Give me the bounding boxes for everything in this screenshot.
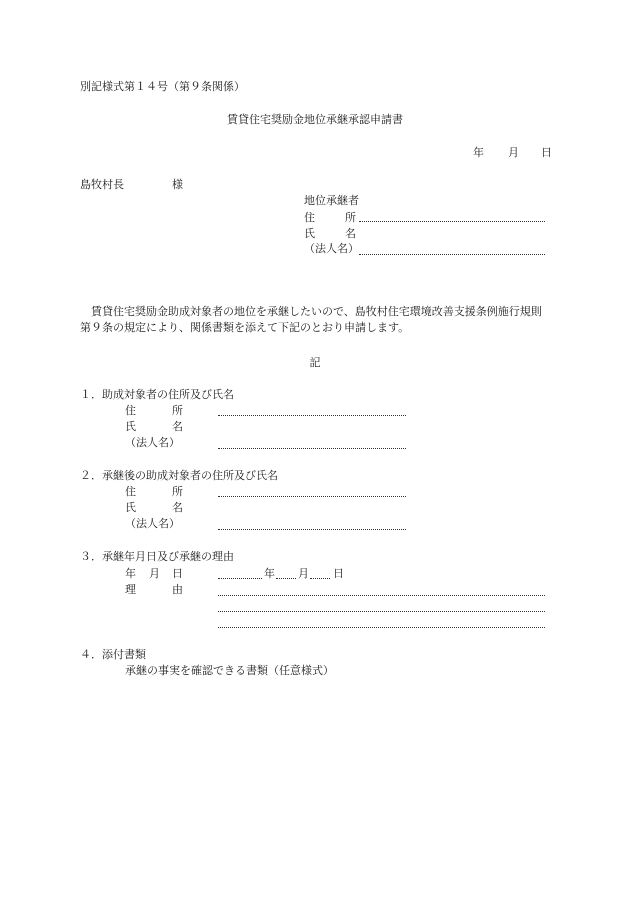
s3-day-unit: 日 (333, 567, 344, 580)
date-year-label: 年 (473, 146, 484, 159)
s2-address-label-a: 住 (125, 485, 136, 498)
s1-address-field[interactable] (218, 415, 406, 416)
s1-address-label-b: 所 (172, 404, 183, 417)
date-day-label: 日 (541, 146, 552, 159)
s3-reason-label-a: 理 (125, 583, 136, 596)
applicant-name-field[interactable] (359, 254, 545, 255)
section-2-heading: ２．承継後の助成対象者の住所及び氏名 (80, 469, 278, 482)
s3-month-unit: 月 (298, 567, 309, 580)
applicant-heading: 地位承継者 (304, 194, 359, 207)
s2-name-label-a: 氏 (125, 501, 136, 514)
s3-year-field[interactable] (218, 578, 262, 579)
applicant-address-label-b: 所 (345, 211, 356, 224)
s2-name-label-b: 名 (172, 501, 183, 514)
s3-day-field[interactable] (310, 578, 330, 579)
applicant-name-label-a: 氏 (304, 227, 315, 240)
applicant-address-label-a: 住 (304, 211, 315, 224)
form-number: 別記様式第１４号（第９条関係） (80, 80, 245, 93)
s3-month-field[interactable] (276, 578, 296, 579)
s4-item: 承継の事実を確認できる書類（任意様式） (125, 664, 334, 677)
s1-name-field[interactable] (218, 448, 406, 449)
applicant-address-field[interactable] (359, 221, 545, 222)
section-4-heading: ４．添付書類 (80, 648, 146, 661)
body-line-1: 賃貸住宅奨励金助成対象者の地位を承継したいので、島牧村住宅環境改善支援条例施行規則 (91, 305, 542, 318)
s2-corp-label: （法人名） (125, 517, 180, 530)
section-3-heading: ３．承継年月日及び承継の理由 (80, 550, 234, 563)
s3-reason-line-1[interactable] (218, 595, 545, 596)
section-1-heading: １．助成対象者の住所及び氏名 (80, 388, 234, 401)
document-title: 賃貸住宅奨励金地位承継承認申請書 (227, 113, 403, 126)
s1-corp-label: （法人名） (125, 436, 180, 449)
s1-name-label-b: 名 (172, 420, 183, 433)
addressee-honorific: 様 (172, 178, 183, 191)
applicant-name-label-b: 名 (345, 227, 356, 240)
addressee-name: 島牧村長 (80, 178, 124, 191)
s2-name-field[interactable] (218, 529, 406, 530)
s3-reason-line-3[interactable] (218, 627, 545, 628)
applicant-corp-label: （法人名） (304, 242, 359, 255)
s2-address-label-b: 所 (172, 485, 183, 498)
s3-reason-label-b: 由 (172, 583, 183, 596)
s3-date-label-d: 日 (172, 567, 183, 580)
s1-name-label-a: 氏 (125, 420, 136, 433)
s3-year-unit: 年 (264, 567, 275, 580)
s3-date-label-m: 月 (149, 567, 160, 580)
s3-reason-line-2[interactable] (218, 611, 545, 612)
body-line-2: 第９条の規定により、関係書類を添えて下記のとおり申請します。 (80, 321, 410, 334)
ki-label: 記 (309, 356, 321, 369)
s1-address-label-a: 住 (125, 404, 136, 417)
s2-address-field[interactable] (218, 496, 406, 497)
s3-date-label-y: 年 (125, 567, 136, 580)
date-month-label: 月 (508, 146, 519, 159)
